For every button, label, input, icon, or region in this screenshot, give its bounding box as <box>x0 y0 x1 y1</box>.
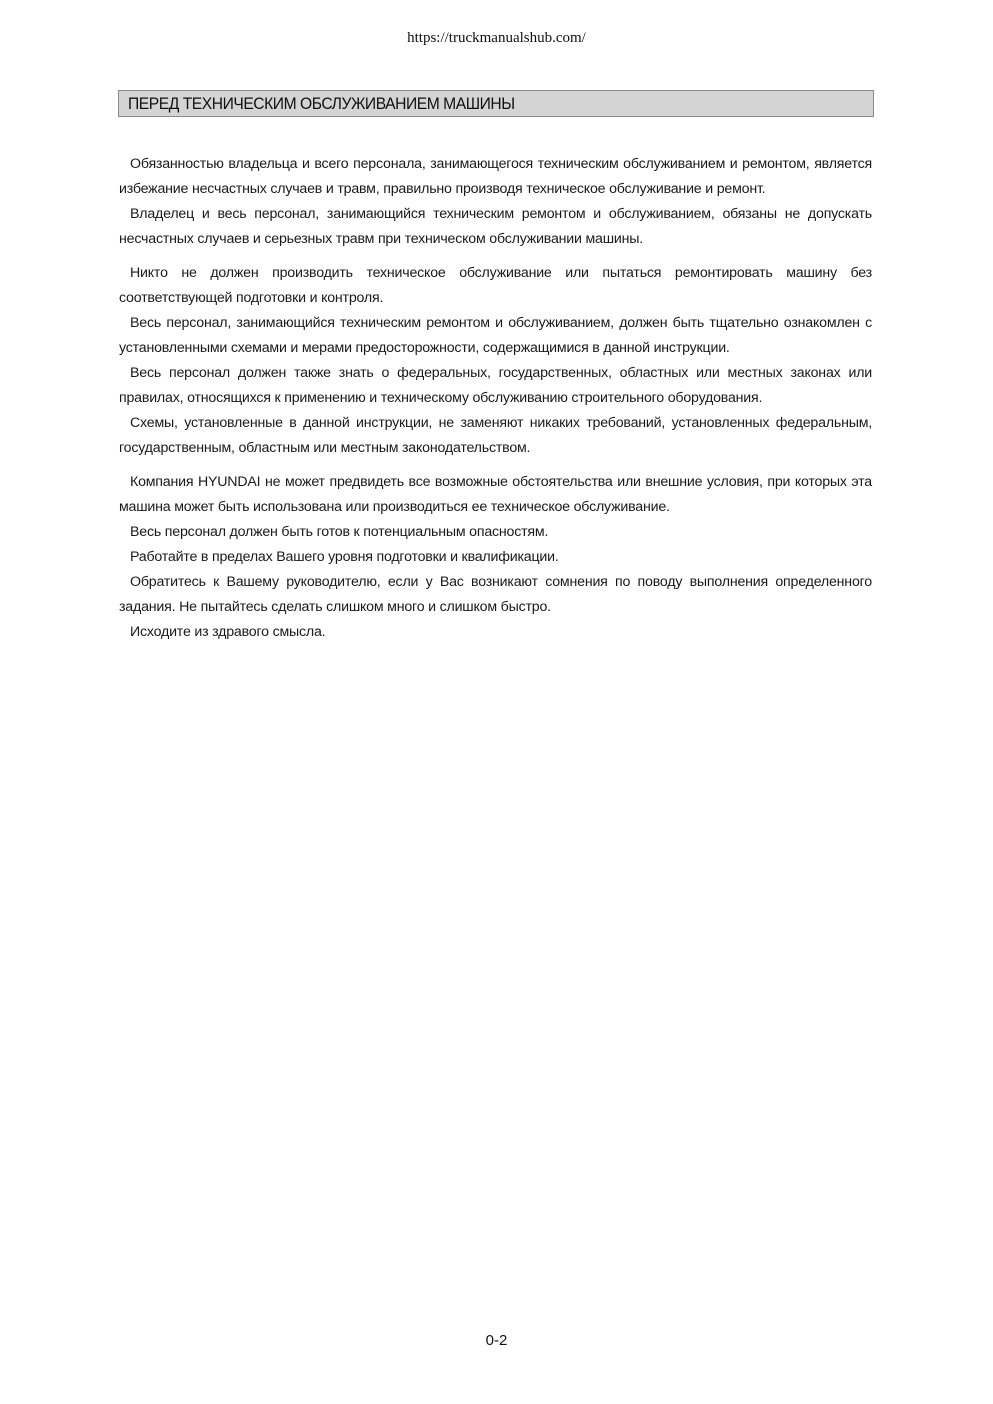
paragraph: Схемы, установленные в данной инструкции, не заменяют никаких требований, установленных федеральным, государственным, областным или местным законодательством. <box>119 415 872 456</box>
paragraph-group <box>119 261 872 461</box>
paragraph: Компания HYUNDAI не может предвидеть все возможные обстоятельства или внешние условия, при которых эта машина может быть использована или производиться ее техническое обслуживание. <box>119 474 872 515</box>
paragraph: Обратитесь к Вашему руководителю, если у Вас возникают сомнения по поводу выполнения определенного задания. Не пытайтесь сделать слишком много и слишком быстро. <box>119 574 872 615</box>
paragraph: Никто не должен производить техническое обслуживание или пытаться ремонтировать машину без соответствующей подготовки и контроля. <box>119 265 872 306</box>
page-number: 0-2 <box>485 1332 508 1349</box>
paragraph: Владелец и весь персонал, занимающийся техническим ремонтом и обслуживанием, обязаны не допускать несчастных случаев и серьезных травм при техническом обслуживании машины. <box>119 206 872 247</box>
section-title: ПЕРЕД ТЕХНИЧЕСКИМ ОБСЛУЖИВАНИЕМ МАШИНЫ <box>128 93 515 113</box>
paragraph: Весь персонал, занимающийся техническим ремонтом и обслуживанием, должен быть тщательно ознакомлен с установленными схемами и мерами предосторожности, содержащимися в данной инструкции. <box>119 315 872 356</box>
paragraph-group <box>119 152 872 252</box>
source-url: https://truckmanualshub.com/ <box>407 30 586 46</box>
paragraph-group <box>119 470 872 645</box>
paragraph: Работайте в пределах Вашего уровня подготовки и квалификации. <box>130 549 559 565</box>
body-text <box>119 152 872 645</box>
paragraph: Весь персонал должен также знать о федеральных, государственных, областных или местных законах или правилах, относящихся к применению и техническому обслуживанию строительного оборудования. <box>119 365 872 406</box>
paragraph: Исходите из здравого смысла. <box>130 624 326 640</box>
paragraph: Обязанностью владельца и всего персонала, занимающегося техническим обслуживанием и ремонтом, является избежание несчастных случаев и травм, правильно производя техническое обслуживание и ремонт. <box>119 156 872 197</box>
paragraph: Весь персонал должен быть готов к потенциальным опасностям. <box>130 524 549 540</box>
section-header <box>118 90 874 117</box>
